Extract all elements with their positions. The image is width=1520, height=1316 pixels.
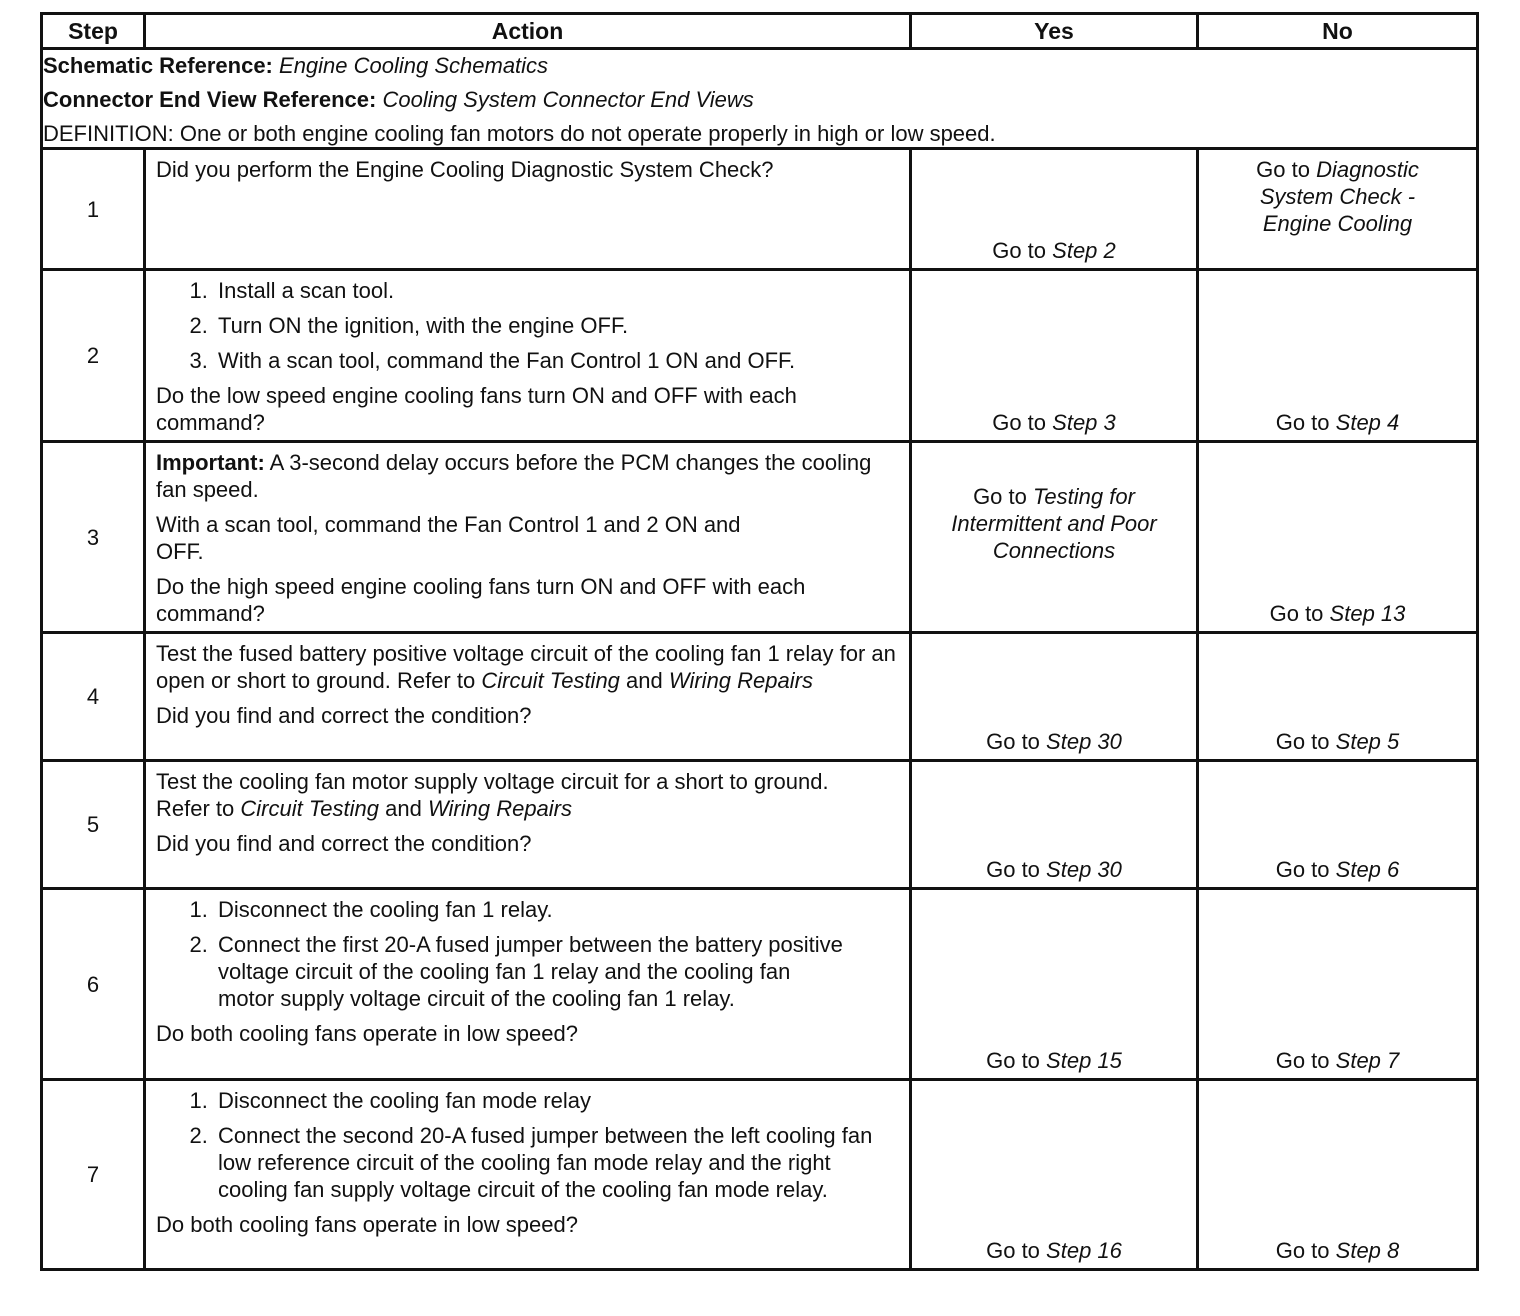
list-item: 2. Connect the first 20-A fused jumper between the battery positive voltage circuit of the cooling fan 1 relay and the cooling fan motor supply voltage circuit of the cooling fan 1 relay.	[214, 931, 899, 1012]
header-no: No	[1198, 14, 1478, 49]
yes-cell	[911, 1080, 1198, 1270]
yes-cell	[911, 633, 1198, 761]
connector-label: Connector End View Reference:	[43, 87, 377, 112]
yes-cell	[911, 442, 1198, 633]
no-outcome[interactable]: Go to Step 4	[1275, 410, 1400, 435]
no-cell	[1198, 889, 1478, 1080]
no-cell	[1198, 149, 1478, 270]
no-outcome[interactable]: Go to Step 8	[1275, 1238, 1400, 1263]
yes-outcome[interactable]: Go to Step 2	[992, 238, 1116, 263]
step-number: 6	[42, 889, 145, 1080]
yes-outcome[interactable]: Go to Step 16	[986, 1238, 1122, 1263]
step-number: 4	[42, 633, 145, 761]
no-cell	[1198, 1080, 1478, 1270]
circuit-testing-link[interactable]: Circuit Testing	[481, 668, 620, 693]
question-text: Did you perform the Engine Cooling Diagnostic System Check?	[156, 157, 774, 182]
definition-text: DEFINITION: One or both engine cooling fan motors do not operate properly in high or low speed.	[43, 121, 996, 146]
step-number: 1	[42, 149, 145, 270]
question-text: Do both cooling fans operate in low speed?	[156, 1021, 578, 1046]
list-item: 1. Disconnect the cooling fan mode relay	[214, 1087, 899, 1114]
list-item: 2. Turn ON the ignition, with the engine OFF.	[214, 312, 899, 339]
important-label: Important:	[156, 450, 265, 475]
table-row	[42, 761, 1478, 889]
list-item: 1. Install a scan tool.	[214, 277, 899, 304]
yes-cell	[911, 761, 1198, 889]
table-row	[42, 633, 1478, 761]
action-cell	[145, 270, 911, 442]
action-cell	[145, 442, 911, 633]
table-row	[42, 442, 1478, 633]
yes-cell	[911, 149, 1198, 270]
yes-outcome[interactable]: Go to Testing for Intermittent and Poor Connections	[951, 484, 1157, 563]
question-text: Do the low speed engine cooling fans turn ON and OFF with each command?	[156, 383, 797, 435]
important-note	[156, 449, 899, 503]
table-row	[42, 270, 1478, 442]
action-cell	[145, 889, 911, 1080]
no-cell	[1198, 442, 1478, 633]
yes-outcome[interactable]: Go to Step 3	[992, 410, 1116, 435]
no-cell	[1198, 633, 1478, 761]
step-number: 7	[42, 1080, 145, 1270]
question-text: Do the high speed engine cooling fans turn ON and OFF with each command?	[156, 574, 806, 626]
yes-cell	[911, 270, 1198, 442]
circuit-testing-link[interactable]: Circuit Testing	[240, 796, 379, 821]
yes-outcome[interactable]: Go to Step 30	[986, 857, 1122, 882]
no-outcome[interactable]: Go to Diagnostic System Check - Engine Cooling	[1256, 157, 1419, 236]
action-cell	[145, 149, 911, 270]
schematic-label: Schematic Reference:	[43, 53, 273, 78]
table-row	[42, 149, 1478, 270]
no-outcome[interactable]: Go to Step 13	[1269, 601, 1406, 626]
question-text: Did you find and correct the condition?	[156, 703, 532, 728]
instruction-list	[156, 277, 899, 374]
no-cell	[1198, 270, 1478, 442]
schematic-reference	[43, 52, 1476, 79]
no-outcome[interactable]: Go to Step 7	[1275, 1048, 1400, 1073]
step-number: 3	[42, 442, 145, 633]
important-text: A 3-second delay occurs before the PCM changes the cooling fan speed.	[156, 450, 872, 502]
table-row	[42, 889, 1478, 1080]
connector-reference	[43, 86, 1476, 113]
header-step: Step	[42, 14, 145, 49]
action-cell	[145, 761, 911, 889]
instruction-text: With a scan tool, command the Fan Control 1 and 2 ON and OFF.	[156, 512, 741, 564]
instruction-list	[156, 896, 899, 1012]
question-text: Did you find and correct the condition?	[156, 831, 532, 856]
instruction-text: Test the cooling fan motor supply voltage circuit for a short to ground. Refer to Circuit Testing and Wiring Repairs	[156, 769, 829, 821]
header-action: Action	[145, 14, 911, 49]
instruction-list	[156, 1087, 899, 1203]
header-yes: Yes	[911, 14, 1198, 49]
instruction-text: Test the fused battery positive voltage circuit of the cooling fan 1 relay for an open or short to ground. Refer to Circuit Testing and Wiring Repairs	[156, 641, 896, 693]
header-row	[42, 14, 1478, 49]
action-cell	[145, 633, 911, 761]
no-outcome[interactable]: Go to Step 5	[1275, 729, 1400, 754]
wiring-repairs-link[interactable]: Wiring Repairs	[668, 668, 813, 693]
list-item: 3. With a scan tool, command the Fan Control 1 ON and OFF.	[214, 347, 899, 374]
no-cell	[1198, 761, 1478, 889]
table-row	[42, 1080, 1478, 1270]
question-text: Do both cooling fans operate in low speed?	[156, 1212, 578, 1237]
step-number: 2	[42, 270, 145, 442]
reference-row	[42, 49, 1478, 149]
wiring-repairs-link[interactable]: Wiring Repairs	[427, 796, 573, 821]
reference-cell	[42, 49, 1478, 149]
connector-value[interactable]: Cooling System Connector End Views	[382, 87, 754, 112]
step-number: 5	[42, 761, 145, 889]
schematic-value[interactable]: Engine Cooling Schematics	[279, 53, 549, 78]
yes-outcome[interactable]: Go to Step 15	[986, 1048, 1122, 1073]
list-item: 1. Disconnect the cooling fan 1 relay.	[214, 896, 899, 923]
no-outcome[interactable]: Go to Step 6	[1275, 857, 1400, 882]
diagnostic-table	[40, 12, 1479, 1271]
yes-outcome[interactable]: Go to Step 30	[986, 729, 1122, 754]
yes-cell	[911, 889, 1198, 1080]
list-item: 2. Connect the second 20-A fused jumper between the left cooling fan low reference circuit of the cooling fan mode relay and the right cooling fan supply voltage circuit of the cooling fan mode relay.	[214, 1122, 899, 1203]
action-cell	[145, 1080, 911, 1270]
